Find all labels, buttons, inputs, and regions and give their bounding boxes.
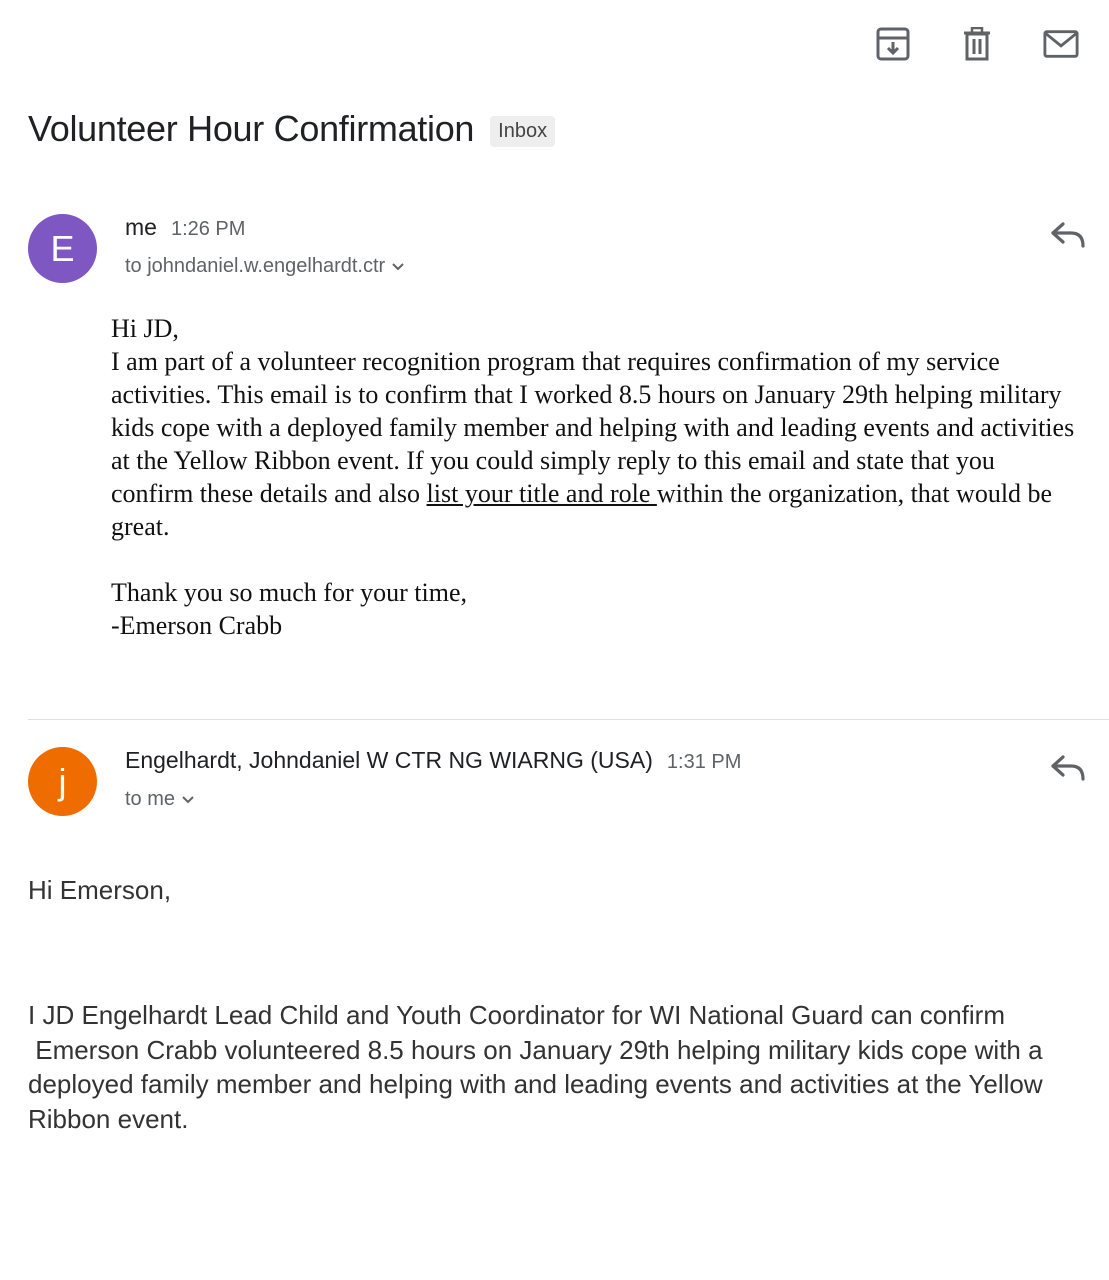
sender-name[interactable]: me (125, 214, 157, 240)
body-line (111, 477, 1109, 510)
avatar-letter: E (50, 227, 75, 269)
thread-subject: Volunteer Hour Confirmation (28, 108, 475, 149)
subject-row (28, 108, 555, 150)
message-body (28, 873, 171, 908)
body-line: Emerson Crabb volunteered 8.5 hours on January 29th helping military kids cope with a (28, 1034, 1043, 1065)
body-text: confirm these details and also (111, 479, 427, 508)
body-line: activities. This email is to confirm that I worked 8.5 hours on January 29th helping military (111, 380, 1062, 409)
body-signature: -Emerson Crabb (111, 611, 283, 640)
archive-icon[interactable] (875, 26, 911, 62)
underlined-text: list your title and role (426, 479, 657, 508)
message-body-paragraph (28, 998, 1043, 1136)
reply-icon[interactable] (1049, 751, 1089, 785)
recipient-details-toggle[interactable] (125, 255, 405, 278)
body-line: Ribbon event. (28, 1103, 189, 1134)
body-line: I JD Engelhardt Lead Child and Youth Coordinator for WI National Guard can confirm (28, 1000, 1005, 1030)
sender-name[interactable]: Engelhardt, Johndaniel W CTR NG WIARNG (USA) (125, 747, 653, 773)
body-greeting: Hi JD, (111, 314, 179, 343)
message-divider (28, 719, 1109, 720)
avatar[interactable] (28, 214, 97, 283)
body-text: within the organization, that would be (656, 479, 1053, 508)
blank-line (111, 543, 1109, 576)
body-line: at the Yellow Ribbon event. If you could simply reply to this email and state that you (111, 446, 995, 475)
message-body (111, 312, 1109, 642)
sender-line (125, 214, 245, 241)
recipient-text: to johndaniel.w.engelhardt.ctr (125, 255, 386, 277)
body-greeting: Hi Emerson, (28, 875, 172, 905)
recipient-text: to me (125, 788, 176, 810)
reply-icon[interactable] (1049, 218, 1089, 252)
body-line: kids cope with a deployed family member and helping with and leading events and activities (111, 413, 1075, 442)
sender-line (125, 747, 741, 774)
body-closing: Thank you so much for your time, (111, 578, 467, 607)
body-line: great. (111, 512, 170, 541)
recipient-details-toggle[interactable] (125, 788, 195, 811)
send-time: 1:31 PM (666, 751, 742, 773)
mail-icon[interactable] (1043, 26, 1079, 62)
body-line: I am part of a volunteer recognition program that requires confirmation of my service (111, 347, 1000, 376)
body-line: deployed family member and helping with and leading events and activities at the Yellow (28, 1069, 1043, 1099)
avatar-letter: j (58, 760, 67, 802)
inbox-label-badge[interactable]: Inbox (490, 116, 555, 147)
trash-icon[interactable] (959, 26, 995, 62)
chevron-down-icon (181, 795, 195, 805)
toolbar (875, 26, 1079, 62)
send-time: 1:26 PM (170, 218, 246, 240)
avatar[interactable] (28, 747, 97, 816)
chevron-down-icon (391, 262, 405, 272)
